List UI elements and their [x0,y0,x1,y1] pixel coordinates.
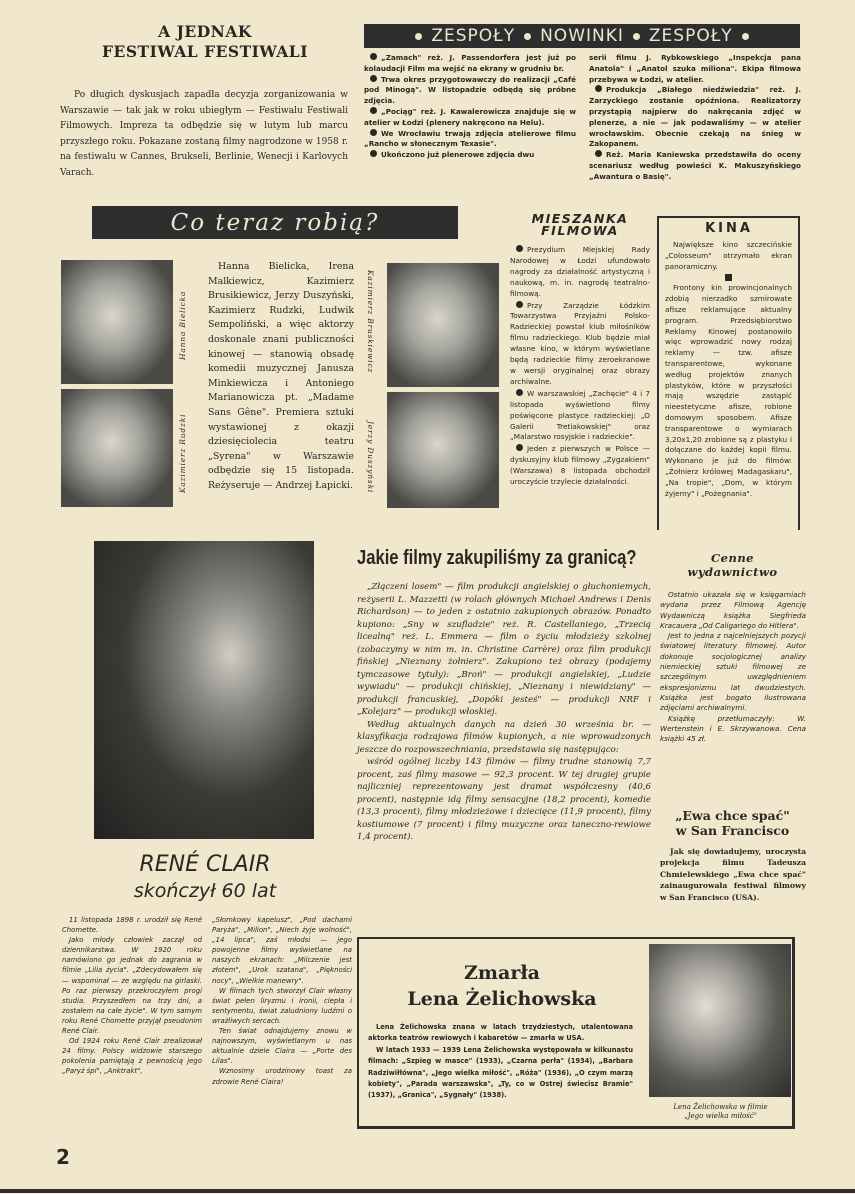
cenne-headline [660,551,805,579]
ewa-article [660,846,806,903]
rene-para: Wznosimy urodzinowy toast za zdrowie René Claira! [212,1067,352,1086]
bullet-icon [516,245,523,252]
header-word: ZESPOŁY [431,26,516,46]
news-item-text: „Pociąg" reż. J. Kawalerowicza znajduje się w atelier w Łodzi (plenery nakręcono na Helu). [364,106,576,127]
rene-clair-subtitle: skończył 60 lat [133,880,277,902]
ewa-headline [660,808,805,838]
zmarla-para-2: W latach 1933 — 1939 Lena Żelichowska występowała w kilkunastu filmach: „Szpieg w masce" (1933), „Czarna perła" (1934), „Barbara Radziwiłłówna", „Jego wielka miłość", „Róża" (1936), „O czym marzą kobiety", „Parada warszawska", „Ty, co w Ostrej świecisz Bramie" (1937), „Granica", „Sygnały" (1938). [368,1045,633,1100]
bullet-icon [370,129,377,136]
photo-rene-clair-toast [94,541,314,839]
festival-title-line1: A JEDNAK [158,22,252,41]
news-item-continued: serii filmu J. Rybkowskiego „Inspekcja pana Anatola" i „Anatol szuka miliona". Ekipa filmowa przebywa w Łodzi, w atelier. [589,53,801,84]
kina-para-1: Największe kino szczecińskie „Colosseum" otrzymało ekran panoramiczny. [665,240,792,271]
rene-clair-headline: RENÉ CLAIR [139,852,271,877]
bullet-icon [370,107,377,114]
news-item-text: Reż. Maria Kaniewska przedstawiła do oceny scenariusz według powieści K. Makuszyńskiego „Awantura o Basię". [589,150,801,181]
cenne-title-line1: Cenne [710,551,754,565]
news-item [364,150,576,161]
bullet-dot-icon [415,33,422,40]
photo-kazimierz-rudzki [61,389,173,507]
jakie-para-2: Według aktualnych danych na dzień 30 września br. — klasyfikacja rodzajowa filmów kupionych, a nie wprowadzonych jeszcze do rozpowszechniania, przedstawia się następująco: [357,719,651,755]
news-item [589,150,801,182]
photo-hanna-bielicka [61,260,173,384]
bullet-dot-icon [524,33,531,40]
bullet-icon [595,150,602,157]
zmarla-article [368,1022,633,1102]
photo-jerzy-duszynski [387,392,499,508]
zmarla-para-1: Lena Żelichowska znana w latach trzydziestych, utalentowana aktorka teatrów rewiowych i kabaretów — zmarła w USA. [368,1023,633,1043]
news-item-text: Trwa okres przygotowawczy do realizacji „Café pod Minogą". W listopadzie odbędą się próbne zdjęcia. [364,74,576,106]
bullet-icon [516,301,523,308]
coteraz-header [92,206,458,239]
bullet-icon [370,53,377,60]
news-item [589,85,801,150]
news-item-text: W warszawskiej „Zachęcie" 4 i 7 listopada wyświetlono filmy poświęcone plastyce radzieckiej: „O Galerii Tretiakowskiej" oraz „Malarstwo rosyjskie i radzieckie". [510,388,650,442]
cenne-para-1: Ostatnio ukazała się w księgarniach wydana przez Filmową Agencję Wydawniczą książka Siegfrieda Kracauera „Od Caligariego do Hitlera". [660,590,806,630]
zespoly-column-2 [589,53,801,183]
jakie-filmy-article [357,581,651,844]
bullet-dot-icon [742,33,749,40]
coteraz-title: Co teraz robią? [170,209,380,236]
kina-headline: KINA [705,221,753,236]
header-word: NOWINKI [540,26,624,46]
cenne-article [660,590,806,744]
news-item [364,53,576,75]
news-item-text: „Zamach" reż. J. Passendorfera jest już po kolaudacji Film ma wejść na ekrany w grudniu br. [364,53,576,73]
cenne-title-line2: wydawnictwo [687,565,778,579]
bullet-icon [370,150,377,157]
news-item [510,389,650,444]
festival-title-line2: FESTIWAL FESTIWALI [102,42,308,61]
rene-para: 11 listopada 1898 r. urodził się René Chomette. [62,916,202,935]
news-item-text: Przy Zarządzie Łódzkim Towarzystwa Przyjaźni Polsko-Radzieckiej powstał klub miłośników filmu radzieckiego. Klub będzie miał własne kino, w którym wyświetlane będą radzieckie filmy zeroekranowe w wersji oryginalnej oraz obrazy archiwalne. [510,300,650,386]
coteraz-body-text: Hanna Bielicka, Irena Malkiewicz, Kazimierz Brusikiewicz, Jerzy Duszyński, Kazimierz Rudzki, Ludwik Sempoliński, a więc aktorzy doskonale znani publiczności kinowej — stanowią obsadę komedii muzycznej Janusza Minkiewicza i Antoniego Marianowicza pt. „Madame Sans Gêne". Premiera sztuki wystawionej z okazji dziesięciolecia teatru „Syrena" w Warszawie odbędzie się 15 listopada. Reżyseruje — Andrzej Łapicki. [208,261,354,491]
mieszanka-title-line1: MIESZANKA [531,211,629,226]
kina-para-2: Frontony kin prowincjonalnych zdobią nierzadko szmirowate afisze reklamujące aktualny program. Przedsiębiorstwo Reklamy Kinowej postanowiło więc wprowadzić nowy rodzaj reklamy — tzw. afisze transparentowe, wykonane według projektów znanych plastyków, które w przyszłości mają wszędzie zastąpić nieestetyczne afisze, robione domowym sposobem. Afisze transparentowe o wymiarach 3,20x1,20 zrobione są z plastyku i dołączane do każdej kopii filmu. Wykonano je już do filmów: „Żołnierz królowej Madagaskaru", „Na tropie", „Dom, w którym żyjemy" i „Pożegnania". [665,283,792,498]
news-item [364,75,576,107]
caption-line2: „Jego wielka miłość" [684,1112,757,1120]
news-item [364,107,576,129]
caption-jerzy-duszynski: Jerzy Duszyński [366,421,375,494]
rene-para: „Słomkowy kapelusz", „Pod dachami Paryża", „Milion", „Niech żyje wolność", „14 lipca", zaś młodsi — jego powojenne filmy wyświetlane na naszych ekranach: „Milczenie jest złotem", „Urok szatana", „Piękności nocy", „Wielkie manewry". [212,916,352,985]
ewa-body-text: Jak się dowiadujemy, uroczysta projekcja filmu Tadeusza Chmielewskiego „Ewa chce spać" zainaugurowała festiwal filmowy w San Francisco (USA). [660,847,806,902]
news-item [510,444,650,488]
bottom-rule [0,1189,855,1193]
caption-hanna-bielicka: Hanna Bielicka [178,290,187,360]
news-item-text: Ukończono już plenerowe zdjęcia dwu [381,150,535,160]
ewa-title-line1: „Ewa chce spać" [675,808,790,823]
festival-article [60,88,348,181]
jakie-para-3: wśród ogólnej liczby 143 filmów — filmy trudne stanowią 7,7 procent, zaś filmy masowe — 92,3 procent. W tej drugiej grupie najliczniej reprezentowany jest dramat współczesny (40,6 procent), następnie idą filmy sensacyjne (18,2 procent), komedie (13,3 procent), filmy młodzieżowe i dziecięce (11,9 procent), filmy kostiumowe (7 procent) i filmy muzyczne oraz taneczno-rewiowe 1,4 procent). [357,757,651,842]
news-item [510,245,650,300]
page-number: 2 [56,1145,70,1169]
rene-clair-column-2 [212,915,352,1087]
festival-body-text: Po długich dyskusjach zapadła decyzja zorganizowania w Warszawie — tak jak w roku ubiegłym — Festiwalu Festiwali Filmowych. Impreza ta odbędzie się w lutym lub marcu przyszłego roku. Pokazane zostaną filmy nagrodzone w 1958 r. na festiwalu w Cannes, Brukseli, Berlinie, Wenecji i Karlovych Varach. [60,90,348,178]
rene-para: Ten świat odnajdujemy znowu w najnowszym, wyświetlanym u nas aktualnie dziele Claira — „Porte des Lilas". [212,1027,352,1066]
mieszanka-headline [510,213,650,237]
photo-lena-zelichowska [649,944,791,1097]
festival-headline [60,22,350,62]
bullet-icon [516,389,523,396]
news-item-text: We Wrocławiu trwają zdjęcia atelierowe filmu „Rancho w słonecznym Texasie". [364,128,576,149]
jakie-filmy-headline: Jakie filmy zakupiliśmy za granicą? [357,547,637,569]
bullet-icon [370,75,377,82]
kina-article [665,240,792,499]
bullet-icon [516,444,523,451]
caption-kazimierz-bruskiewicz: Kazimierz Bruskiewicz [366,270,375,374]
zmarla-title-line1: Zmarła [464,962,540,984]
square-separator-icon [725,274,732,281]
rene-clair-column-1 [62,915,202,1077]
news-item-text: Prezydium Miejskiej Rady Narodowej w Łodzi ufundowało nagrody za działalność artystyczną i naukową, m. in. nagrodę teatralno-filmową. [510,245,650,298]
coteraz-article [208,260,354,494]
news-item [364,129,576,151]
zmarla-title-line2: Lena Żelichowska [407,988,597,1010]
news-item-text: Jeden z pierwszych w Polsce — dyskusyjny klub filmowy „Zygzakiem" (Warszawa) 8 listopada obchodził uroczyście trzylecie działalności. [510,444,650,487]
photo-caption [648,1103,793,1121]
zmarla-headline [362,960,642,1012]
jakie-para-1: „Złączeni losem" — film produkcji angielskiej o głuchoniemych, reżyserii L. Mazzetti (w rolach głównych Michael Andrews i Denis Richardson) — to jeden z ostatnio zakupionych obrazów. Ponadto kupiono: „Sny w szufladzie" reż. R. Castellaniego, „Trzecią licealną" reż. L. Emmera — film o życiu młodzieży szkolnej (zobaczymy w nim m. in. Christine Carrère) oraz film produkcji fińskiej „Nieznany żołnierz". Zakupiono też obrazy (podajemy tymczasowe tytuły): „Broń" — produkcji angielskiej, „Ludzie wywiadu" — produkcji chińskiej, „Nieznany i niewidziany" — produkcji francuskiej, „Dopóki jesteś" — produkcji NRF i „Kolejarz" — produkcji włoskiej. [357,582,651,717]
header-word: ZESPOŁY [648,26,733,46]
rene-para: Jako młody człowiek zaczął od dziennikarstwa. W 1920 roku namówiono go jednak do zagrania w filmie „Lilia życia". „Zdecydowałem się — wspominał — ze względu na girlaski. Po raz pierwszy przekroczyłem progi studia. Przyszedłem na trzy dni, a zostałem na całe życie". W tym samym roku René Chomette przyjął pseudonim René Clair. [62,936,202,1036]
caption-kazimierz-rudzki: Kazimierz Rudzki [178,413,187,493]
mieszanka-article [510,245,650,489]
cenne-para-2: Jest to jedna z najcelniejszych pozycji światowej literatury filmowej. Autor dokonuje socjologicznej analizy niemieckiej sztuki filmowej ze szczególnym uwzględnieniem ekspresjonizmu lat dwudziestych. Książka jest bogato ilustrowana zdjęciami archiwalnymi. [660,631,806,713]
cenne-para-3: Książkę przetłumaczyły: W. Wertenstein i E. Skrzywanowa. Cena książki 45 zł. [660,713,806,744]
bullet-icon [595,85,602,92]
photo-kazimierz-bruskiewicz [387,263,499,387]
zespoly-nowinki-header [364,24,800,48]
rene-para: Od 1924 roku René Clair zrealizował 24 filmy. Polscy widzowie starszego pokolenia pamiętają z pewnością jego „Paryż śpi", „Anktrakt", [62,1037,202,1076]
caption-line1: Lena Żelichowska w filmie [673,1103,768,1111]
zespoly-column-1 [364,53,576,161]
bullet-dot-icon [633,33,640,40]
mieszanka-title-line2: FILMOWA [541,223,619,238]
news-item-text: Produkcja „Białego niedźwiedzia" reż. J. Zarzyckiego zostanie opóźniona. Realizatorzy przystąpią najpierw do nakręcania zdjęć w plenerze, a nie — jak podawaliśmy — w atelier wrocławskim. Obecnie czekają na śnieg w Zakopanem. [589,85,801,149]
rene-para: W filmach tych stworzył Clair własny świat pełen liryzmu i ironii, ciepła i sentymentu, świat zaludniony ludźmi o wrażliwych sercach. [212,986,352,1025]
news-item [510,301,650,388]
ewa-title-line2: w San Francisco [675,823,790,838]
